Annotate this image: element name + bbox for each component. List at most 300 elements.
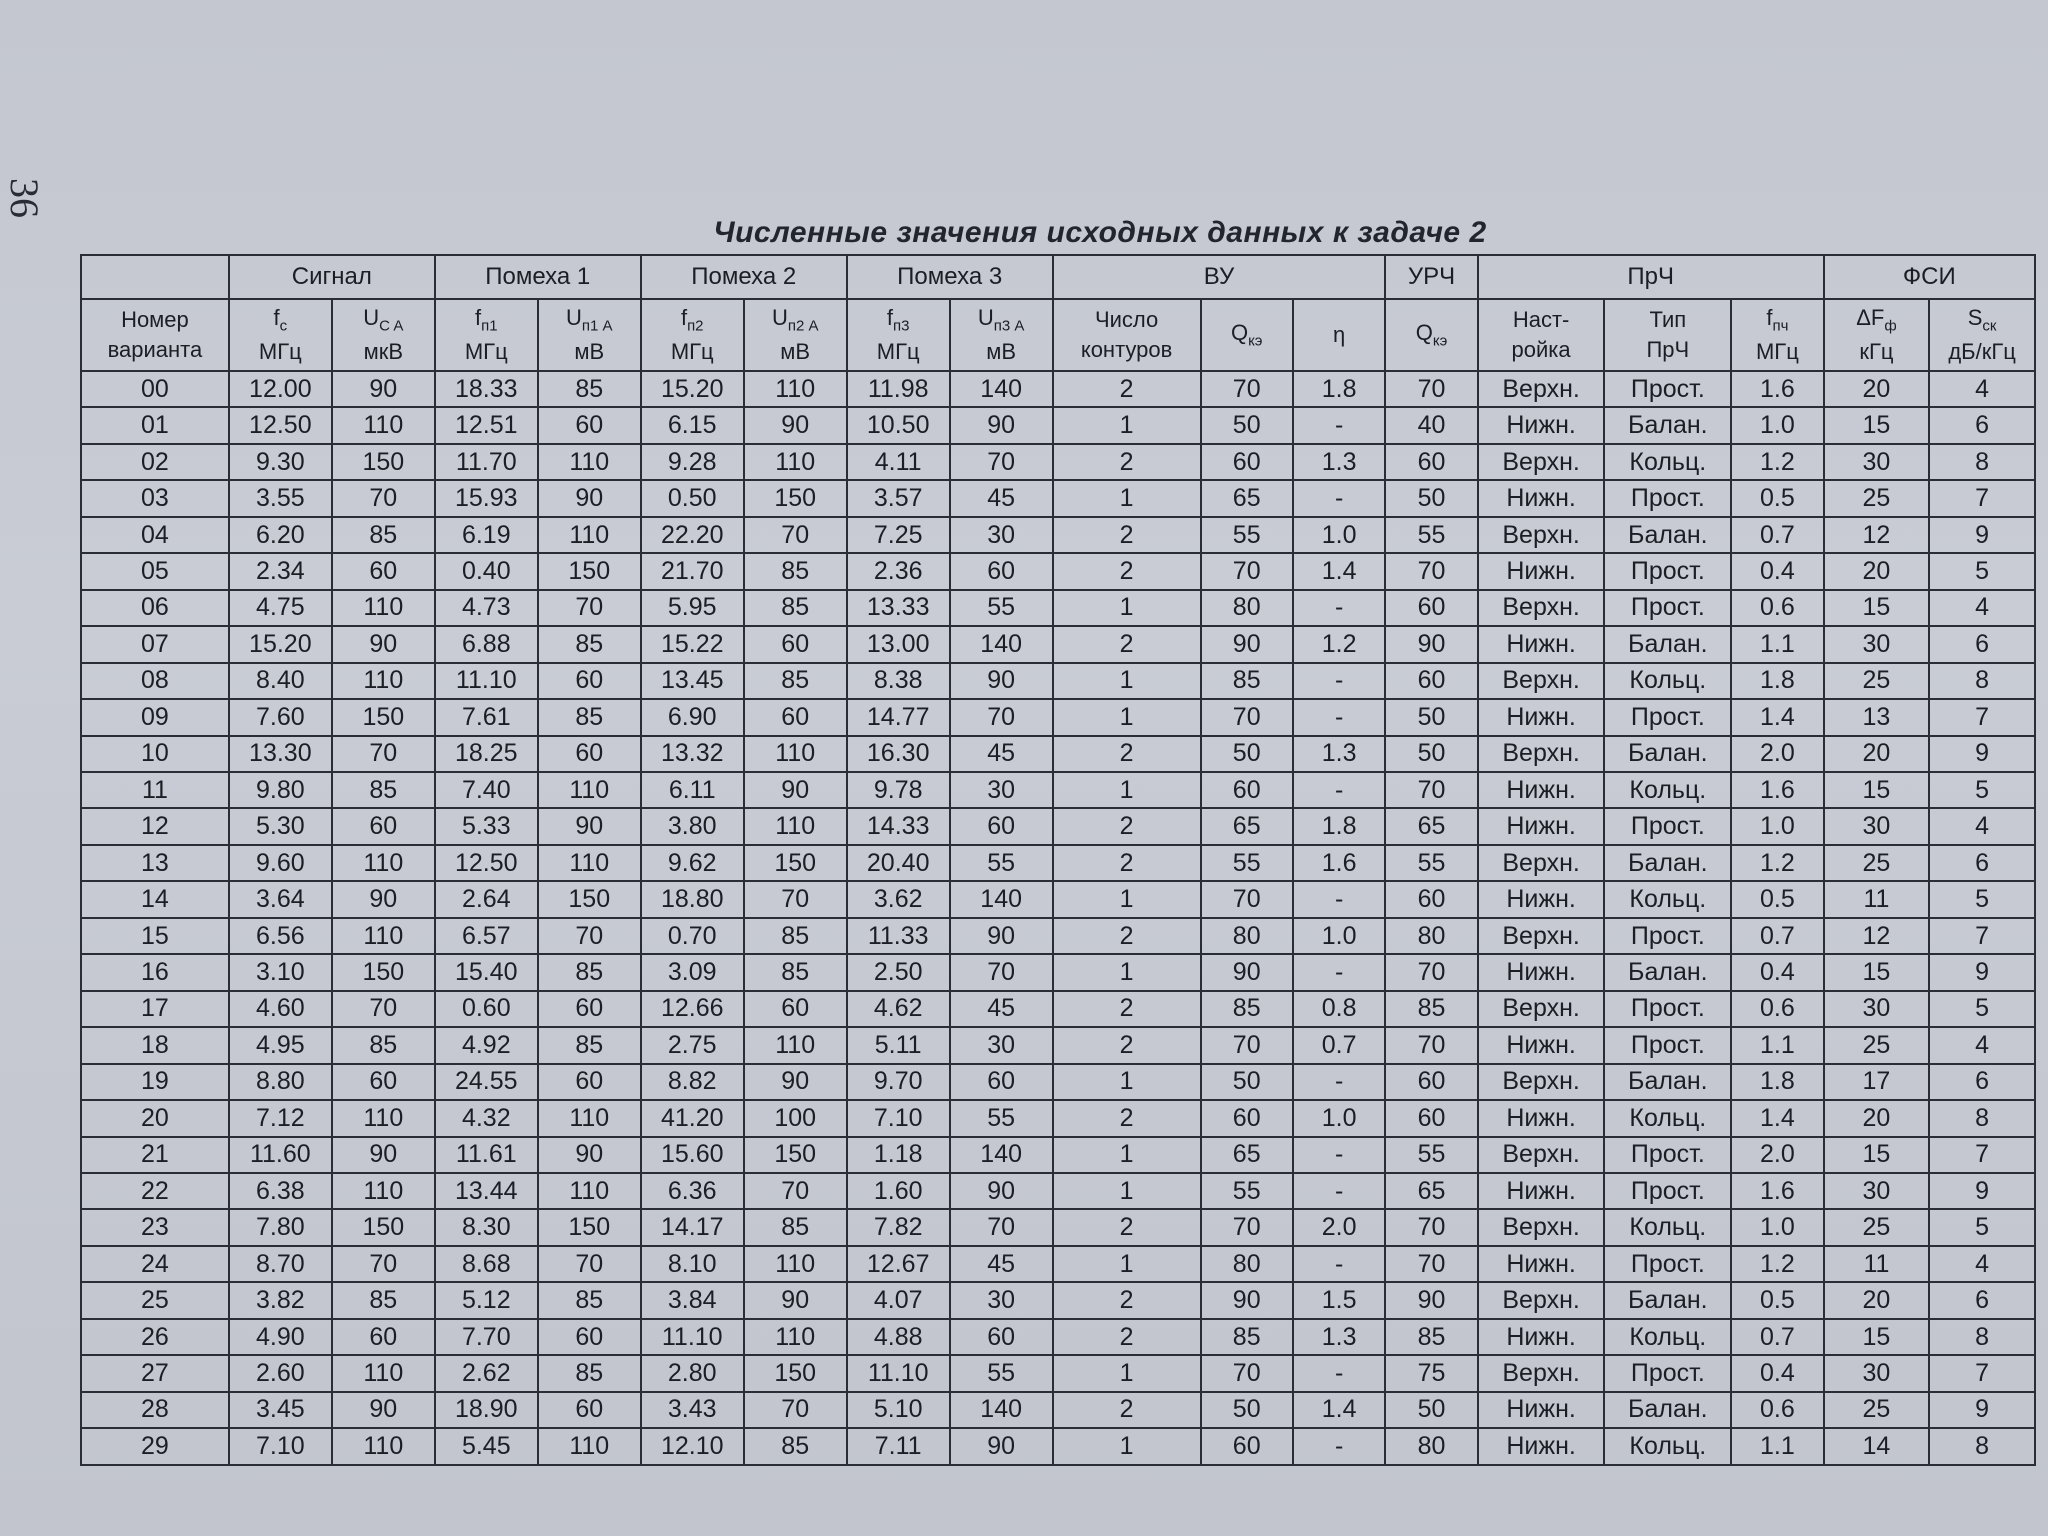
table-cell: 85 [744, 954, 847, 990]
table-cell: 2 [1053, 808, 1201, 844]
table-cell: 9.60 [229, 845, 332, 881]
table-cell: 12.66 [641, 991, 744, 1027]
column-header-line1: ΔF [1856, 305, 1885, 331]
table-cell: 90 [744, 1282, 847, 1318]
table-cell: Прост. [1604, 371, 1731, 407]
table-cell: 110 [538, 1173, 641, 1209]
table-cell: 70 [744, 1173, 847, 1209]
table-cell: 15 [1824, 407, 1930, 443]
table-cell: 8.70 [229, 1246, 332, 1282]
table-cell: 70 [1385, 1027, 1477, 1063]
table-cell: 110 [332, 663, 435, 699]
group-header-fsi: ФСИ [1824, 255, 2035, 299]
column-header-line1: U [565, 305, 582, 331]
column-header-symbol [1479, 305, 1604, 335]
table-cell: 4 [1929, 371, 2035, 407]
table-cell: 25 [1824, 1027, 1930, 1063]
table-cell: 1 [1053, 407, 1201, 443]
table-cell: Балан. [1604, 1064, 1731, 1100]
group-header-variant [81, 255, 229, 299]
table-cell: 1.8 [1731, 663, 1823, 699]
table-cell: 110 [744, 371, 847, 407]
column-header-symbol [951, 303, 1052, 337]
table-cell: 2.0 [1293, 1209, 1385, 1245]
table-cell: 0.5 [1731, 480, 1823, 516]
table-cell: 6 [1929, 407, 2035, 443]
table-cell: 2 [1053, 517, 1201, 553]
table-cell: 9.78 [847, 772, 950, 808]
group-header-pomekha3: Помеха 3 [847, 255, 1053, 299]
table-cell: Верхн. [1478, 590, 1605, 626]
table-cell: 1.2 [1731, 845, 1823, 881]
table-cell: 20.40 [847, 845, 950, 881]
table-cell: 30 [950, 517, 1053, 553]
table-cell: Верхн. [1478, 1209, 1605, 1245]
table-cell: 5 [1929, 772, 2035, 808]
column-header [1385, 299, 1477, 371]
table-cell: Прост. [1604, 699, 1731, 735]
table-cell: 2.50 [847, 954, 950, 990]
table-cell: 65 [1385, 1173, 1477, 1209]
table-cell: 7 [1929, 1137, 2035, 1173]
table-cell: 150 [332, 444, 435, 480]
column-header [81, 299, 229, 371]
table-cell: 90 [950, 1428, 1053, 1465]
table-cell: 85 [744, 1428, 847, 1465]
table-row [81, 1064, 2035, 1100]
column-header-symbol [1054, 305, 1200, 335]
table-cell: Балан. [1604, 1282, 1731, 1318]
table-cell: 60 [1201, 1100, 1293, 1136]
table-cell: 6.36 [641, 1173, 744, 1209]
table-cell: 150 [538, 553, 641, 589]
table-cell: 60 [744, 991, 847, 1027]
data-table-container [80, 254, 2036, 1466]
table-cell: 0.70 [641, 918, 744, 954]
table-cell: 70 [950, 444, 1053, 480]
table-cell: 7.10 [847, 1100, 950, 1136]
column-header [847, 299, 950, 371]
table-cell: 3.80 [641, 808, 744, 844]
table-cell: 55 [950, 845, 1053, 881]
table-cell: 7.80 [229, 1209, 332, 1245]
table-cell: 1.0 [1731, 407, 1823, 443]
table-row [81, 881, 2035, 917]
column-header-unit: кГц [1859, 338, 1894, 364]
table-cell: 60 [1201, 444, 1293, 480]
table-cell: 0.40 [435, 553, 538, 589]
table-cell: 7.12 [229, 1100, 332, 1136]
table-cell: 0.50 [641, 480, 744, 516]
column-header [1293, 299, 1385, 371]
table-cell: 24.55 [435, 1064, 538, 1100]
table-cell: 90 [332, 626, 435, 662]
table-row [81, 808, 2035, 844]
table-cell: 90 [332, 881, 435, 917]
table-cell: 3.57 [847, 480, 950, 516]
column-header-unit: ПрЧ [1646, 337, 1690, 362]
table-cell: 2 [1053, 553, 1201, 589]
column-header-line1: Наст- [1512, 307, 1570, 333]
table-cell: Нижн. [1478, 1100, 1605, 1136]
table-cell: 85 [538, 1027, 641, 1063]
table-cell: 60 [332, 1064, 435, 1100]
table-cell: 60 [744, 626, 847, 662]
table-cell: - [1293, 1137, 1385, 1173]
table-cell: 150 [744, 1355, 847, 1391]
table-cell: Нижн. [1478, 1319, 1605, 1355]
table-cell: 2 [1053, 1027, 1201, 1063]
table-cell: Кольц. [1604, 663, 1731, 699]
column-header-line1: f [886, 305, 894, 331]
table-cell: Нижн. [1478, 1246, 1605, 1282]
table-cell: 90 [950, 918, 1053, 954]
table-cell: 85 [538, 1282, 641, 1318]
table-cell: 5 [1929, 881, 2035, 917]
table-cell: 60 [332, 553, 435, 589]
table-cell: 4 [1929, 590, 2035, 626]
table-cell: 70 [950, 1209, 1053, 1245]
table-cell: 85 [538, 699, 641, 735]
table-cell: 5.30 [229, 808, 332, 844]
table-cell: 6 [1929, 1064, 2035, 1100]
table-cell: 90 [538, 480, 641, 516]
table-cell: 9.70 [847, 1064, 950, 1100]
table-cell: 7.40 [435, 772, 538, 808]
table-cell: 0.6 [1731, 590, 1823, 626]
table-cell: 0.6 [1731, 1392, 1823, 1428]
table-cell: 110 [332, 1355, 435, 1391]
table-cell: 15 [1824, 1319, 1930, 1355]
table-cell: 6.56 [229, 918, 332, 954]
table-cell: 70 [744, 1392, 847, 1428]
table-cell: 110 [538, 517, 641, 553]
table-cell: 1.6 [1293, 845, 1385, 881]
table-cell: 4.75 [229, 590, 332, 626]
table-cell: 1.6 [1731, 772, 1823, 808]
column-header [1824, 299, 1930, 371]
table-cell: 13.44 [435, 1173, 538, 1209]
table-cell: Верхн. [1478, 1355, 1605, 1391]
table-cell: Прост. [1604, 590, 1731, 626]
table-cell: 2 [1053, 1100, 1201, 1136]
table-cell: 1.2 [1731, 444, 1823, 480]
table-cell: 4.07 [847, 1282, 950, 1318]
table-cell: 00 [81, 371, 229, 407]
table-cell: 2 [1053, 991, 1201, 1027]
table-cell: Верхн. [1478, 1137, 1605, 1173]
column-header [950, 299, 1053, 371]
table-cell: 25 [1824, 1209, 1930, 1245]
table-cell: 15.93 [435, 480, 538, 516]
table-cell: 15.20 [229, 626, 332, 662]
table-cell: 22 [81, 1173, 229, 1209]
column-header [1478, 299, 1605, 371]
table-cell: 0.4 [1731, 1355, 1823, 1391]
table-cell: 9.30 [229, 444, 332, 480]
table-cell: 1.3 [1293, 736, 1385, 772]
table-cell: Прост. [1604, 918, 1731, 954]
table-cell: 30 [1824, 626, 1930, 662]
table-cell: 2.34 [229, 553, 332, 589]
table-cell: 1.18 [847, 1137, 950, 1173]
page-number: 36 [2, 178, 47, 218]
column-header [1731, 299, 1823, 371]
table-cell: 04 [81, 517, 229, 553]
table-cell: 140 [950, 371, 1053, 407]
table-cell: 3.62 [847, 881, 950, 917]
table-cell: 4.90 [229, 1319, 332, 1355]
table-cell: 4.11 [847, 444, 950, 480]
table-cell: 28 [81, 1392, 229, 1428]
table-cell: 85 [538, 954, 641, 990]
table-cell: Кольц. [1604, 1100, 1731, 1136]
table-cell: 15.22 [641, 626, 744, 662]
table-cell: 110 [538, 444, 641, 480]
table-cell: 17 [1824, 1064, 1930, 1100]
column-header-symbol [82, 305, 228, 335]
table-cell: 90 [1201, 1282, 1293, 1318]
column-header-subscript: кэ [1248, 332, 1263, 350]
table-cell: 70 [332, 736, 435, 772]
table-cell: Нижн. [1478, 1428, 1605, 1465]
table-cell: 20 [1824, 1282, 1930, 1318]
table-cell: 50 [1385, 699, 1477, 735]
table-cell: 85 [744, 918, 847, 954]
table-cell: 110 [332, 1428, 435, 1465]
table-cell: 0.5 [1731, 881, 1823, 917]
table-cell: 9 [1929, 517, 2035, 553]
data-table [80, 254, 2036, 1466]
table-cell: 60 [950, 808, 1053, 844]
table-cell: 1.6 [1731, 371, 1823, 407]
table-cell: 1.4 [1293, 553, 1385, 589]
table-cell: 2 [1053, 626, 1201, 662]
table-cell: 2 [1053, 918, 1201, 954]
table-cell: 85 [332, 772, 435, 808]
table-cell: 1 [1053, 1064, 1201, 1100]
table-cell: 45 [950, 736, 1053, 772]
table-cell: 1.8 [1731, 1064, 1823, 1100]
table-cell: 80 [1385, 1428, 1477, 1465]
table-cell: Нижн. [1478, 881, 1605, 917]
table-cell: 25 [1824, 1392, 1930, 1428]
table-cell: Балан. [1604, 736, 1731, 772]
table-cell: Нижн. [1478, 553, 1605, 589]
column-header-subscript: ск [1982, 317, 1997, 335]
table-cell: 7 [1929, 699, 2035, 735]
table-row [81, 772, 2035, 808]
table-cell: 1.4 [1731, 699, 1823, 735]
table-cell: Балан. [1604, 626, 1731, 662]
table-cell: 8.68 [435, 1246, 538, 1282]
table-cell: 08 [81, 663, 229, 699]
column-header [1929, 299, 2035, 371]
table-row [81, 736, 2035, 772]
table-row [81, 918, 2035, 954]
table-row [81, 1209, 2035, 1245]
table-cell: 15.40 [435, 954, 538, 990]
table-cell: 110 [332, 845, 435, 881]
table-cell: 7.82 [847, 1209, 950, 1245]
table-cell: 85 [332, 1027, 435, 1063]
table-cell: 3.64 [229, 881, 332, 917]
column-header-unit: МГц [258, 338, 302, 364]
column-header-unit: МГц [1755, 338, 1799, 364]
table-cell: - [1293, 1064, 1385, 1100]
table-cell: 50 [1201, 736, 1293, 772]
table-cell: 20 [1824, 1100, 1930, 1136]
table-cell: 8.40 [229, 663, 332, 699]
table-cell: 12.51 [435, 407, 538, 443]
table-cell: 85 [744, 663, 847, 699]
table-cell: 80 [1201, 918, 1293, 954]
table-cell: 80 [1201, 1246, 1293, 1282]
table-cell: Нижн. [1478, 480, 1605, 516]
table-cell: 60 [538, 663, 641, 699]
table-cell: 22.20 [641, 517, 744, 553]
table-cell: 3.82 [229, 1282, 332, 1318]
table-cell: 80 [1385, 918, 1477, 954]
table-cell: 1 [1053, 590, 1201, 626]
table-cell: 15 [1824, 590, 1930, 626]
table-cell: 9.62 [641, 845, 744, 881]
table-cell: 60 [1385, 1064, 1477, 1100]
table-cell: 150 [538, 1209, 641, 1245]
table-cell: 7.11 [847, 1428, 950, 1465]
table-cell: 10 [81, 736, 229, 772]
table-cell: 90 [950, 1173, 1053, 1209]
table-cell: Прост. [1604, 1246, 1731, 1282]
table-cell: 55 [950, 1100, 1053, 1136]
table-cell: 1 [1053, 772, 1201, 808]
table-cell: 1 [1053, 881, 1201, 917]
table-cell: 70 [1201, 371, 1293, 407]
table-cell: 5.12 [435, 1282, 538, 1318]
column-header-line1: S [1967, 305, 1983, 331]
table-cell: Верхн. [1478, 1064, 1605, 1100]
table-cell: 0.4 [1731, 954, 1823, 990]
table-cell: Нижн. [1478, 954, 1605, 990]
table-cell: 70 [950, 699, 1053, 735]
table-cell: 25 [1824, 480, 1930, 516]
table-cell: 09 [81, 699, 229, 735]
table-cell: 9 [1929, 1392, 2035, 1428]
table-cell: 110 [744, 736, 847, 772]
table-cell: 2 [1053, 444, 1201, 480]
table-cell: 90 [1385, 626, 1477, 662]
table-cell: 90 [744, 407, 847, 443]
table-cell: 55 [1385, 1137, 1477, 1173]
column-header-symbol [1825, 303, 1929, 337]
table-cell: Балан. [1604, 845, 1731, 881]
table-cell: 70 [744, 517, 847, 553]
table-cell: Кольц. [1604, 1428, 1731, 1465]
table-cell: 4.95 [229, 1027, 332, 1063]
table-cell: 90 [332, 1392, 435, 1428]
table-cell: 13 [1824, 699, 1930, 735]
group-header-urch: УРЧ [1385, 255, 1477, 299]
table-cell: 110 [744, 444, 847, 480]
table-cell: Верхн. [1478, 1282, 1605, 1318]
table-cell: 85 [744, 553, 847, 589]
table-cell: 11.10 [641, 1319, 744, 1355]
table-cell: 0.4 [1731, 553, 1823, 589]
table-cell: 6.20 [229, 517, 332, 553]
table-cell: Прост. [1604, 1027, 1731, 1063]
table-cell: 70 [332, 480, 435, 516]
table-cell: 8 [1929, 1319, 2035, 1355]
column-header-unit: ройка [1511, 337, 1571, 362]
table-cell: 9 [1929, 736, 2035, 772]
table-row [81, 1392, 2035, 1428]
table-cell: 4.32 [435, 1100, 538, 1136]
table-cell: 85 [744, 1209, 847, 1245]
table-row [81, 407, 2035, 443]
table-cell: 55 [1201, 1173, 1293, 1209]
table-cell: 4.88 [847, 1319, 950, 1355]
table-cell: 6.15 [641, 407, 744, 443]
table-cell: 15.20 [641, 371, 744, 407]
table-cell: 50 [1201, 407, 1293, 443]
table-cell: 9.28 [641, 444, 744, 480]
table-cell: 13.32 [641, 736, 744, 772]
table-cell: 6.57 [435, 918, 538, 954]
table-cell: 4.62 [847, 991, 950, 1027]
table-cell: 60 [1385, 1100, 1477, 1136]
table-cell: 07 [81, 626, 229, 662]
table-cell: 7.61 [435, 699, 538, 735]
table-cell: 12 [1824, 918, 1930, 954]
table-cell: 70 [538, 1246, 641, 1282]
table-cell: - [1293, 1246, 1385, 1282]
table-row [81, 1137, 2035, 1173]
table-title: Численные значения исходных данных к задаче 2 [713, 216, 1487, 249]
table-cell: 150 [538, 881, 641, 917]
table-cell: 15 [1824, 772, 1930, 808]
table-cell: 60 [744, 699, 847, 735]
column-header-symbol [1732, 303, 1822, 337]
table-cell: 20 [1824, 371, 1930, 407]
column-header-unit: МГц [876, 338, 920, 364]
table-cell: 24 [81, 1246, 229, 1282]
table-cell: 5 [1929, 1209, 2035, 1245]
column-header-line1: f [680, 305, 688, 331]
table-cell: 12.67 [847, 1246, 950, 1282]
table-cell: 70 [332, 1246, 435, 1282]
table-cell: Кольц. [1604, 772, 1731, 808]
table-cell: 85 [332, 517, 435, 553]
table-cell: 70 [1201, 881, 1293, 917]
column-header [1201, 299, 1293, 371]
table-cell: 110 [332, 407, 435, 443]
table-cell: 14.17 [641, 1209, 744, 1245]
column-header-symbol [1605, 305, 1730, 335]
table-cell: 2.0 [1731, 1137, 1823, 1173]
table-body [81, 371, 2035, 1465]
table-cell: 25 [81, 1282, 229, 1318]
table-cell: 30 [1824, 808, 1930, 844]
table-cell: 20 [1824, 553, 1930, 589]
column-header-line1: Тип [1649, 307, 1687, 333]
column-header-line1: Q [1415, 320, 1433, 346]
group-header-vu: ВУ [1053, 255, 1386, 299]
table-row [81, 954, 2035, 990]
table-cell: 5.95 [641, 590, 744, 626]
table-cell: 4 [1929, 1246, 2035, 1282]
table-cell: 7 [1929, 1355, 2035, 1391]
table-cell: 70 [538, 590, 641, 626]
